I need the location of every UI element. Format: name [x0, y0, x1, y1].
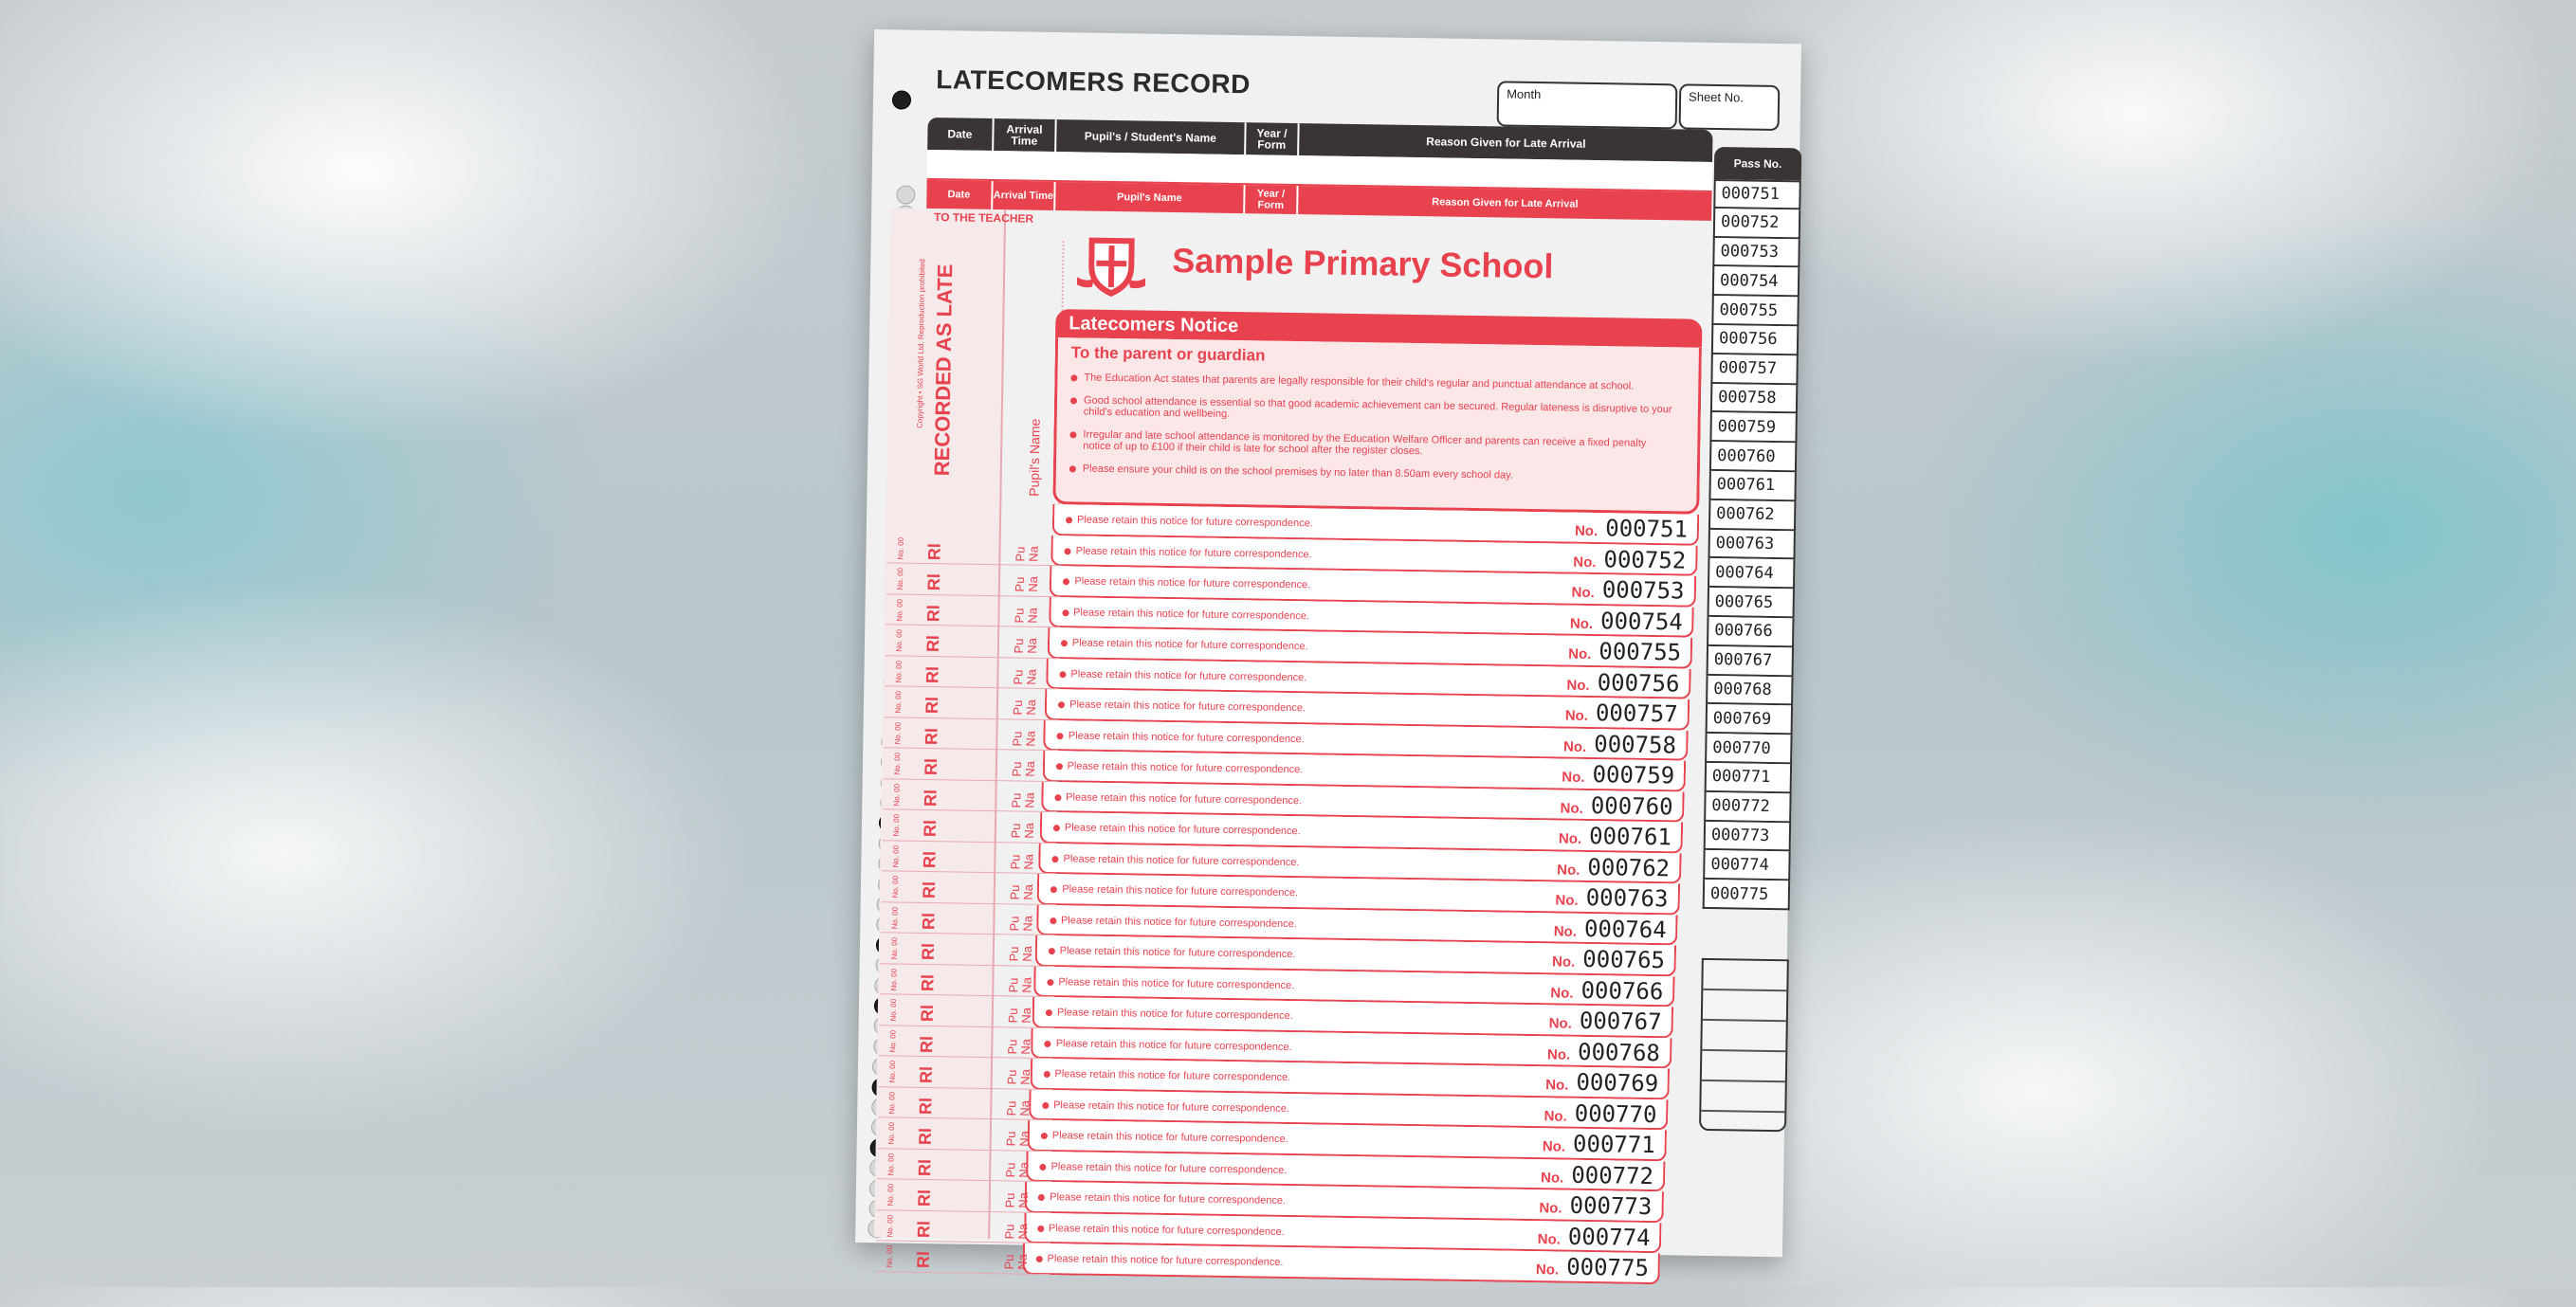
stub-recorded-late: Rl: [917, 1035, 937, 1052]
stub-name: Na: [1017, 1192, 1031, 1208]
stub-small-text: No. 00: [896, 568, 904, 590]
notice-number-label: No.: [1557, 862, 1580, 878]
notice-number-value: 000768: [1578, 1038, 1660, 1065]
stub-recorded-late: Rl: [919, 943, 939, 960]
copyright-text: Copyright • SG World Ltd. Reproduction prohibited: [916, 144, 929, 428]
latecomers-notice: [1052, 220, 1704, 543]
pass-number-cell: 000774: [1703, 850, 1790, 880]
stub-row: [886, 533, 1061, 566]
notice-number: [1566, 668, 1679, 697]
stub-pupil: Pu: [1003, 1254, 1016, 1269]
notice-number-value: 000774: [1568, 1223, 1651, 1250]
stub-small-text: No. 00: [886, 1184, 895, 1207]
notice-number-label: No.: [1539, 1200, 1562, 1216]
stub-small-text: No. 00: [889, 999, 898, 1022]
stub-pupil: Pu: [1010, 792, 1023, 808]
stub-name: Na: [1022, 853, 1035, 869]
notice-number-label: No.: [1559, 830, 1581, 846]
notice-number: [1544, 1099, 1656, 1128]
retain-notice-text: Please retain this notice for future correspondence.: [1055, 760, 1303, 775]
stub-recorded-late: Rl: [914, 1251, 934, 1268]
retain-notice-text: Please retain this notice for future correspondence.: [1045, 1037, 1292, 1052]
notice-number-label: No.: [1573, 554, 1596, 570]
stub-recorded-late: Rl: [916, 1097, 936, 1114]
stub-name: Na: [1027, 546, 1040, 562]
notice-number: [1538, 1223, 1651, 1251]
stub-small-text: No. 00: [888, 1061, 897, 1083]
notice-number: [1560, 791, 1672, 820]
stub-pupil: Pu: [1009, 854, 1022, 869]
retain-notice-text: Please retain this notice for future correspondence.: [1059, 668, 1306, 683]
stub-row: [878, 1117, 1052, 1151]
sheet-no-field[interactable]: [1679, 83, 1781, 131]
notice-number-value: 000769: [1576, 1069, 1658, 1097]
stub-small-text: No. 00: [891, 876, 900, 899]
pass-number-cell: 000762: [1708, 500, 1796, 531]
notice-number-label: No.: [1566, 677, 1589, 693]
stub-small-text: No. 00: [890, 937, 899, 960]
notice-number: [1543, 1130, 1655, 1158]
stub-name: Na: [1021, 915, 1034, 931]
stub-row: [876, 1210, 1050, 1243]
notice-number: [1562, 761, 1674, 790]
stub-row: [881, 933, 1055, 966]
stub-small-text: No. 00: [887, 1091, 896, 1114]
notice-number-value: 000751: [1605, 515, 1688, 542]
stub-recorded-late: Rl: [921, 820, 941, 837]
stub-row: [877, 1179, 1051, 1212]
notice-number-value: 000764: [1584, 915, 1667, 942]
retain-notice-text: Please retain this notice for future correspondence.: [1046, 1007, 1293, 1022]
teacher-header-date: Date: [926, 180, 993, 209]
teacher-header-reason: Reason Given for Late Arrival: [1298, 186, 1711, 221]
notice-number: [1568, 638, 1681, 666]
stub-row: [878, 1087, 1052, 1120]
retain-notice-text: Please retain this notice for future correspondence.: [1066, 514, 1313, 529]
stub-small-text: No. 00: [886, 1245, 894, 1268]
stub-small-text: No. 00: [891, 844, 900, 867]
stub-recorded-late: Rl: [923, 635, 943, 652]
stub-recorded-late: Rl: [918, 1005, 938, 1022]
pass-number-cell: 000767: [1707, 646, 1794, 677]
recorded-as-late-label: RECORDED AS LATE: [930, 263, 959, 476]
stub-name: Na: [1018, 1131, 1032, 1147]
notice-number-label: No.: [1571, 585, 1594, 601]
pass-number-cell: 000751: [1713, 179, 1800, 209]
stub-small-text: No. 00: [895, 598, 904, 621]
stub-recorded-late: Rl: [921, 789, 941, 806]
notice-number-value: 000758: [1594, 731, 1676, 758]
stub-name: Na: [1025, 669, 1038, 685]
stub-small-text: No. 00: [892, 783, 901, 806]
teacher-header-year-form: Year / Form: [1245, 185, 1298, 214]
stub-pupil: Pu: [1013, 639, 1026, 654]
pass-number-cell: 000763: [1708, 529, 1795, 559]
retain-notice-text: Please retain this notice for future correspondence.: [1039, 1160, 1287, 1175]
stub-small-text: No. 00: [894, 660, 903, 682]
notice-number: [1557, 853, 1670, 881]
stub-pupil: Pu: [1009, 884, 1022, 899]
notice-number-label: No.: [1575, 523, 1598, 539]
notice-number-value: 000754: [1600, 608, 1683, 635]
notice-number-label: No.: [1555, 892, 1578, 908]
header-year-form: Year / Form: [1246, 122, 1300, 155]
stub-row: [882, 841, 1056, 874]
stub-pupil: Pu: [1014, 577, 1027, 592]
stub-pupil: Pu: [1008, 916, 1021, 931]
notice-number-value: 000759: [1592, 761, 1674, 789]
notice-number-value: 000763: [1586, 884, 1669, 912]
stub-name: Na: [1024, 730, 1037, 746]
notice-number: [1548, 1007, 1661, 1035]
stub-pupil: Pu: [1004, 1192, 1017, 1207]
notice-strips: [874, 29, 1801, 44]
stub-name: Na: [1026, 608, 1039, 624]
retain-notice-text: Please retain this notice for future correspondence.: [1050, 915, 1297, 930]
pass-number-cell: 000764: [1708, 558, 1795, 589]
notice-number-value: 000760: [1591, 792, 1673, 820]
stub-pupil: Pu: [1010, 823, 1023, 838]
stub-name: Na: [1020, 1007, 1033, 1024]
pass-no-header: Pass No.: [1714, 147, 1802, 180]
stub-recorded-late: Rl: [922, 727, 941, 744]
notice-number-value: 000757: [1596, 699, 1678, 727]
notice-number: [1559, 822, 1672, 850]
stub-row: [885, 686, 1059, 719]
retain-notice-text: Please retain this notice for future correspondence.: [1057, 730, 1305, 745]
header-pupil-name: Pupil's / Student's Name: [1056, 119, 1247, 154]
stub-recorded-late: Rl: [922, 758, 941, 775]
school-name: Sample Primary School: [1172, 241, 1554, 286]
pass-number-cell: 000766: [1707, 617, 1794, 647]
latecomers-record-sheet: [855, 29, 1801, 1257]
retain-notice-text: Please retain this notice for future correspondence.: [1041, 1130, 1288, 1145]
notice-number-value: 000772: [1571, 1161, 1653, 1189]
notice-bullet: Irregular and late school attendance is monitored by the Education Welfare Officer and parents can receive a fixed penalty notice of up to £100 if their child is late for school after the register closes.: [1069, 428, 1676, 461]
notice-number-label: No.: [1565, 708, 1588, 724]
binding-hole: [896, 185, 915, 204]
notice-number-label: No.: [1549, 1015, 1572, 1031]
stub-recorded-late: Rl: [915, 1189, 935, 1207]
stub-name: Na: [1019, 1069, 1032, 1085]
retain-notice-text: Please retain this notice for future correspondence.: [1054, 791, 1302, 807]
pass-number-cell: 000755: [1711, 296, 1799, 326]
notice-number-value: 000755: [1599, 638, 1681, 665]
stub-row: [886, 563, 1061, 596]
notice-number-value: 000753: [1602, 576, 1685, 604]
stub-row: [876, 1241, 1050, 1274]
stub-row: [884, 748, 1058, 781]
to-the-teacher-label: TO THE TEACHER: [934, 210, 1033, 226]
retain-notice-text: Please retain this notice for future correspondence.: [1061, 637, 1308, 652]
stub-row: [880, 964, 1054, 997]
notice-number-label: No.: [1568, 646, 1591, 663]
stub-row: [880, 994, 1054, 1027]
notice-number-value: 000766: [1580, 976, 1663, 1004]
pass-number-cell: 000756: [1711, 325, 1799, 355]
stub-row: [886, 625, 1060, 658]
notice-number-label: No.: [1561, 800, 1583, 816]
stub-pupil: Pu: [1014, 546, 1027, 561]
stub-small-text: No. 00: [886, 1214, 894, 1237]
stub-name: Na: [1023, 791, 1036, 808]
retain-notice-text: Please retain this notice for future correspondence.: [1049, 945, 1296, 960]
retain-notice-text: Please retain this notice for future correspondence.: [1053, 822, 1301, 837]
notice-heading: Latecomers Notice: [1055, 309, 1702, 348]
stub-pupil: Pu: [1011, 761, 1024, 776]
retain-notice-text: Please retain this notice for future correspondence.: [1062, 607, 1309, 622]
stub-pupil: Pu: [1006, 1069, 1019, 1084]
stub-small-text: No. 00: [894, 691, 903, 714]
stub-name: Na: [1017, 1161, 1031, 1177]
stub-pupil: Pu: [1006, 1039, 1019, 1054]
stub-name: Na: [1019, 1038, 1032, 1054]
stub-recorded-late: Rl: [917, 1066, 937, 1083]
stub-recorded-late: Rl: [923, 604, 943, 621]
notice-number-value: 000762: [1587, 853, 1670, 880]
stub-recorded-late: Rl: [924, 542, 944, 559]
school-crest-icon: [1075, 227, 1148, 300]
notice-number-label: No.: [1562, 770, 1584, 786]
stub-row: [877, 1149, 1051, 1182]
stub-name: Na: [1024, 761, 1037, 777]
stub-row: [884, 717, 1058, 751]
stub-pupil: Pu: [1012, 699, 1025, 715]
month-label: Month: [1507, 87, 1541, 102]
stub-recorded-late: Rl: [915, 1158, 935, 1175]
stub-pupil: Pu: [1003, 1224, 1016, 1239]
teacher-header-pupil-name: Pupil's Name: [1055, 182, 1245, 213]
stub-name: Na: [1027, 576, 1040, 592]
notice-number-value: 000761: [1589, 823, 1672, 850]
notice-number-label: No.: [1536, 1262, 1559, 1278]
stub-row: [886, 594, 1060, 627]
stub-row: [881, 902, 1055, 935]
stub-name: Na: [1018, 1099, 1032, 1116]
notice-number-value: 000765: [1582, 946, 1665, 973]
notice-body: [1052, 337, 1702, 515]
stub-name: Na: [1016, 1223, 1030, 1239]
notice-number: [1555, 883, 1668, 912]
stub-row: [885, 656, 1059, 689]
stub-name: Na: [1022, 884, 1035, 900]
notice-number-label: No.: [1545, 1077, 1568, 1093]
notice-number-value: 000767: [1580, 1007, 1662, 1035]
stub-rows: [874, 29, 1801, 44]
retain-notice-text: Please retain this notice for future correspondence.: [1050, 883, 1298, 899]
notice-number: [1545, 1068, 1658, 1097]
pass-number-cell: 000754: [1712, 266, 1800, 297]
stub-row: [882, 871, 1056, 904]
notice-number: [1565, 699, 1678, 728]
pass-number-cell: 000775: [1703, 880, 1790, 910]
notice-number-value: 000771: [1573, 1131, 1655, 1158]
notice-number-label: No.: [1554, 923, 1577, 939]
stub-small-text: No. 00: [889, 968, 898, 990]
notice-number-value: 000752: [1603, 546, 1686, 573]
stub-recorded-late: Rl: [916, 1128, 936, 1145]
pass-number-cell: 000773: [1704, 821, 1791, 851]
notice-number-value: 000773: [1569, 1192, 1652, 1220]
pass-number-cell: 000759: [1709, 412, 1797, 443]
stub-row: [879, 1056, 1053, 1089]
header-arrival-time: Arrival Time: [994, 118, 1057, 152]
stub-small-text: No. 00: [888, 1029, 897, 1052]
notice-number: [1536, 1253, 1649, 1281]
form-title: LATECOMERS RECORD: [936, 64, 1251, 100]
notice-number-label: No.: [1538, 1231, 1561, 1247]
stub-name: Na: [1026, 638, 1039, 654]
pass-number-cell: 000765: [1708, 588, 1795, 618]
notice-number-label: No.: [1541, 1170, 1563, 1186]
notice-number: [1575, 515, 1688, 543]
stub-recorded-late: Rl: [924, 573, 944, 590]
stub-pupil: Pu: [1012, 669, 1025, 684]
stub-pupil: Pu: [1013, 608, 1026, 623]
retain-notice-text: Please retain this notice for future correspondence.: [1038, 1191, 1286, 1207]
notice-number-label: No.: [1544, 1108, 1566, 1124]
retain-notice-text: Please retain this notice for future correspondence.: [1043, 1068, 1290, 1083]
stub-recorded-late: Rl: [919, 912, 939, 929]
stub-pupil: Pu: [1008, 946, 1021, 961]
pass-number-cell: 000761: [1708, 471, 1796, 501]
pass-number-cell: 000758: [1710, 384, 1798, 414]
retain-notice-text: Please retain this notice for future correspondence.: [1058, 699, 1306, 714]
binding-hole: [892, 90, 911, 109]
stub-name: Na: [1025, 699, 1038, 716]
notice-number-label: No.: [1563, 738, 1586, 754]
notice-number: [1571, 576, 1684, 605]
notice-number-value: 000756: [1597, 669, 1679, 697]
stub-name: Na: [1016, 1254, 1030, 1270]
notice-subheading: To the parent or guardian: [1071, 343, 1266, 365]
stub-pupil: Pu: [1005, 1100, 1018, 1116]
stub-name: Na: [1023, 823, 1036, 839]
stub-pupil: Pu: [1005, 1131, 1018, 1146]
pass-number-cell: 000768: [1706, 675, 1793, 705]
stub-small-text: No. 00: [896, 536, 904, 559]
notice-number-label: No.: [1547, 1046, 1570, 1062]
stub-pupil: Pu: [1007, 977, 1020, 992]
sheet-no-label: Sheet No.: [1689, 90, 1744, 105]
retain-notice-text: Please retain this notice for future correspondence.: [1035, 1253, 1283, 1268]
notice-number: [1550, 976, 1663, 1005]
pass-number-cell: 000770: [1705, 734, 1792, 764]
stub-pupil: Pu: [1011, 731, 1024, 746]
notice-number: [1570, 607, 1683, 635]
stub-recorded-late: Rl: [914, 1220, 934, 1237]
notice-bullet: The Education Act states that parents are legally responsible for their child's regular and punctual attendance at school.: [1070, 372, 1677, 392]
pass-number-cell: 000772: [1704, 792, 1791, 823]
header-date: Date: [927, 118, 995, 151]
pass-number-cell: 000757: [1710, 354, 1798, 385]
pass-number-cell: 000760: [1709, 442, 1797, 472]
notice-bullet: Good school attendance is essential so that good academic achievement can be secured. Regular lateness is disruptive to your child's education and wellbeing.: [1070, 394, 1677, 427]
stub-recorded-late: Rl: [918, 973, 938, 990]
header-reason: Reason Given for Late Arrival: [1299, 123, 1712, 162]
notice-number-value: 000770: [1575, 1099, 1657, 1127]
stub-recorded-late: Rl: [920, 850, 940, 867]
stub-row: [879, 1026, 1053, 1059]
teacher-header-arrival-time: Arrival Time: [993, 181, 1055, 210]
stub-small-text: No. 00: [893, 721, 902, 744]
stub-recorded-late: Rl: [920, 881, 940, 899]
notice-number-label: No.: [1570, 615, 1593, 631]
notice-number: [1539, 1191, 1652, 1220]
pass-number-cell: 000753: [1712, 238, 1800, 268]
pupils-name-label: Pupil's Name: [1026, 419, 1042, 497]
stub-small-text: No. 00: [887, 1122, 896, 1145]
notice-number-label: No.: [1552, 953, 1575, 970]
notice-number-label: No.: [1543, 1138, 1565, 1154]
stub-recorded-late: Rl: [923, 697, 942, 714]
notice-bullet: Please ensure your child is on the school premises by no later than 8.50am every school day.: [1069, 463, 1676, 483]
stub-name: Na: [1021, 946, 1034, 962]
notice-number-value: 000775: [1566, 1254, 1649, 1281]
stub-small-text: No. 00: [886, 1153, 895, 1175]
notice-number: [1554, 915, 1667, 943]
notice-number: [1541, 1161, 1653, 1189]
month-field[interactable]: [1497, 81, 1678, 129]
retain-notice-text: Please retain this notice for future correspondence.: [1037, 1222, 1285, 1237]
pass-column-blank-rows: [1699, 958, 1789, 1132]
retain-notice-text: Please retain this notice for future correspondence.: [1047, 976, 1294, 991]
retain-notice-text: Please retain this notice for future correspondence.: [1065, 545, 1312, 560]
pass-number-cell: 000771: [1705, 763, 1792, 793]
stub-pupil: Pu: [1004, 1162, 1017, 1177]
pass-number-cell: 000769: [1706, 704, 1793, 735]
notice-number: [1573, 545, 1686, 573]
retain-notice-text: Please retain this notice for future correspondence.: [1052, 853, 1300, 868]
stub-row: [883, 779, 1057, 812]
pass-number-column: [1703, 179, 1801, 910]
pass-number-cell: 000752: [1713, 209, 1800, 239]
retain-notice-text: Please retain this notice for future correspondence.: [1042, 1098, 1289, 1114]
retain-notice-text: Please retain this notice for future correspondence.: [1063, 575, 1310, 590]
stub-small-text: No. 00: [893, 753, 902, 775]
stub-small-text: No. 00: [895, 629, 904, 652]
stub-row: [883, 809, 1057, 843]
stub-pupil: Pu: [1007, 1007, 1020, 1023]
stub-small-text: No. 00: [892, 814, 901, 837]
stub-recorded-late: Rl: [923, 665, 942, 682]
notice-number: [1552, 945, 1665, 973]
notice-number: [1563, 730, 1676, 758]
notice-number-label: No.: [1550, 985, 1573, 1001]
notice-number: [1547, 1038, 1660, 1066]
stub-small-text: No. 00: [890, 906, 899, 929]
stub-name: Na: [1020, 976, 1033, 992]
